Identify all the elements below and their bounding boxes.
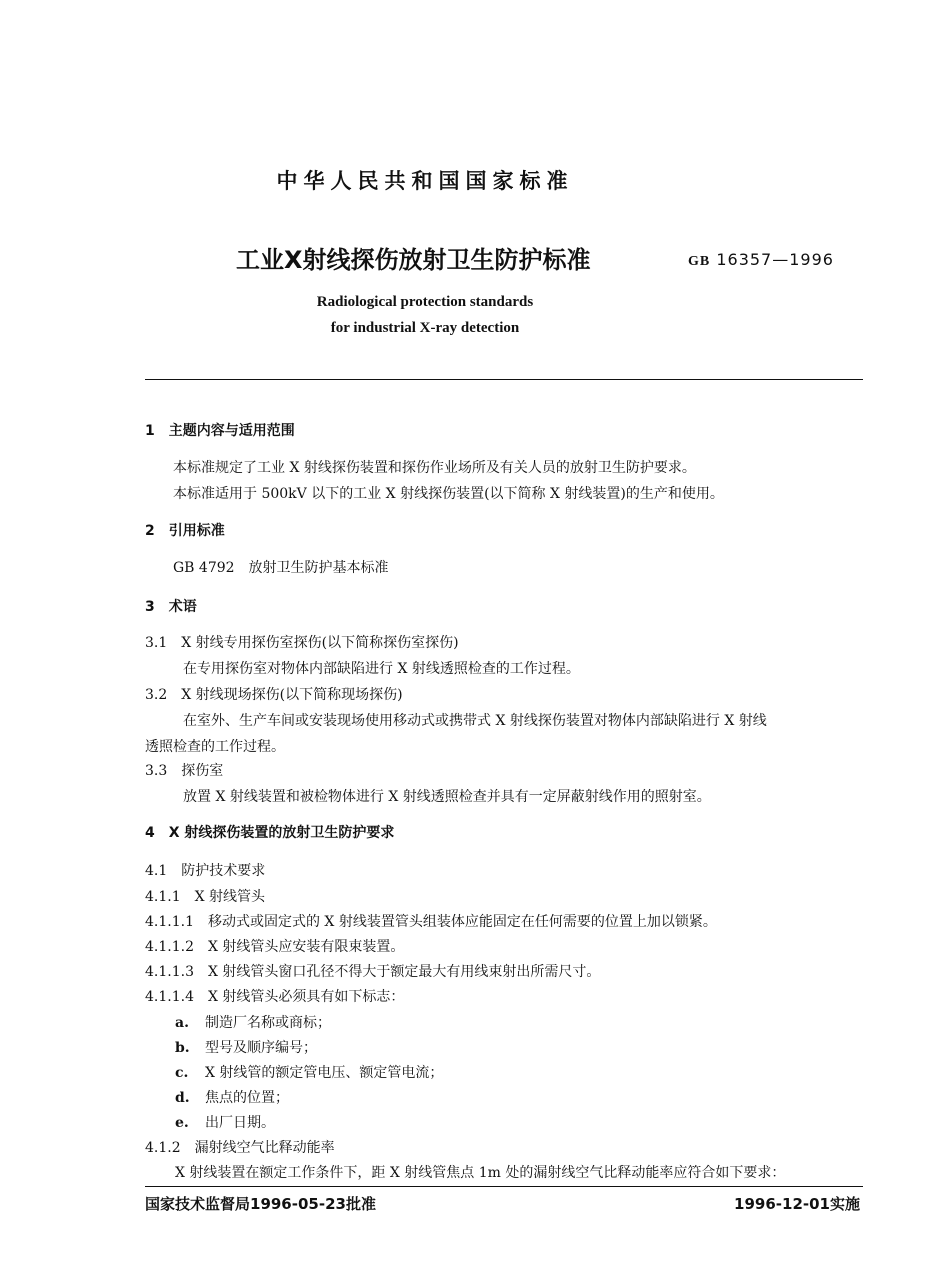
marking-item <box>175 1062 443 1082</box>
section-1-heading: 1 主题内容与适用范围 <box>145 423 295 439</box>
standard-prefix: GB <box>688 254 711 269</box>
section-3-heading: 3 术语 <box>145 599 197 615</box>
clause-4-1-1-1: 4.1.1.1 移动式或固定式的 X 射线装置管头组装体应能固定在任何需要的位置上加以锁紧。 <box>145 914 717 930</box>
term-3-2-definition-line2: 透照检查的工作过程。 <box>145 739 285 755</box>
standard-title-en-line1: Radiological protection standards <box>316 294 534 310</box>
section-1-paragraph-1: 本标准规定了工业 X 射线探伤装置和探伤作业场所及有关人员的放射卫生防护要求。 <box>173 460 696 476</box>
header-divider <box>145 379 863 380</box>
term-3-1-title: 3.1 X 射线专用探伤室探伤(以下简称探伤室探伤) <box>145 635 459 651</box>
clause-4-1: 4.1 防护技术要求 <box>145 863 266 879</box>
section-4-heading: 4 X 射线探伤装置的放射卫生防护要求 <box>145 825 395 841</box>
marking-item-letter: b. <box>175 1040 190 1056</box>
section-2-heading: 2 引用标准 <box>145 523 225 539</box>
standard-title-cn: 工业X射线探伤放射卫生防护标准 <box>236 246 591 274</box>
marking-item-text: 型号及顺序编号； <box>205 1040 317 1056</box>
approval-date: 国家技术监督局1996-05-23批准 <box>145 1195 376 1213</box>
footer-divider <box>145 1186 863 1187</box>
term-3-3-definition: 放置 X 射线装置和被检物体进行 X 射线透照检查并具有一定屏蔽射线作用的照射室。 <box>183 789 711 805</box>
effective-date: 1996-12-01实施 <box>734 1195 860 1213</box>
clause-4-1-1-2: 4.1.1.2 X 射线管头应安装有限束装置。 <box>145 939 405 955</box>
marking-item-text: 焦点的位置； <box>205 1090 289 1106</box>
marking-item-text: 出厂日期。 <box>205 1115 275 1131</box>
standard-number <box>688 250 834 270</box>
term-3-2-definition-line1: 在室外、生产车间或安装现场使用移动式或携带式 X 射线探伤装置对物体内部缺陷进行 X 射线 <box>183 713 767 729</box>
normative-reference: GB 4792 放射卫生防护基本标准 <box>173 560 389 576</box>
marking-item-letter: a. <box>175 1015 189 1031</box>
term-3-1-definition: 在专用探伤室对物体内部缺陷进行 X 射线透照检查的工作过程。 <box>183 661 580 677</box>
marking-item <box>175 1012 331 1032</box>
marking-item-letter: c. <box>175 1065 189 1081</box>
clause-4-1-2-body: X 射线装置在额定工作条件下，距 X 射线管焦点 1m 处的漏射线空气比释动能率应符合如下要求： <box>175 1165 786 1181</box>
marking-item-letter: e. <box>175 1115 189 1131</box>
marking-item-letter: d. <box>175 1090 190 1106</box>
marking-item <box>175 1087 289 1107</box>
marking-item <box>175 1037 317 1057</box>
marking-item-text: X 射线管的额定管电压、额定管电流； <box>205 1065 444 1081</box>
marking-item <box>175 1112 275 1132</box>
clause-4-1-1-4: 4.1.1.4 X 射线管头必须具有如下标志： <box>145 989 405 1005</box>
national-standard-heading: 中华人民共和国国家标准 <box>276 169 574 193</box>
term-3-2-title: 3.2 X 射线现场探伤(以下简称现场探伤) <box>145 687 403 703</box>
section-1-paragraph-2: 本标准适用于 500kV 以下的工业 X 射线探伤装置(以下简称 X 射线装置)的生产和使用。 <box>173 486 724 502</box>
clause-4-1-2: 4.1.2 漏射线空气比释动能率 <box>145 1140 335 1156</box>
marking-item-text: 制造厂名称或商标； <box>205 1015 331 1031</box>
standard-title-en-line2: for industrial X-ray detection <box>330 320 520 336</box>
standard-code: 16357—1996 <box>716 250 834 269</box>
clause-4-1-1: 4.1.1 X 射线管头 <box>145 889 266 905</box>
term-3-3-title: 3.3 探伤室 <box>145 763 224 779</box>
clause-4-1-1-3: 4.1.1.3 X 射线管头窗口孔径不得大于额定最大有用线束射出所需尺寸。 <box>145 964 601 980</box>
